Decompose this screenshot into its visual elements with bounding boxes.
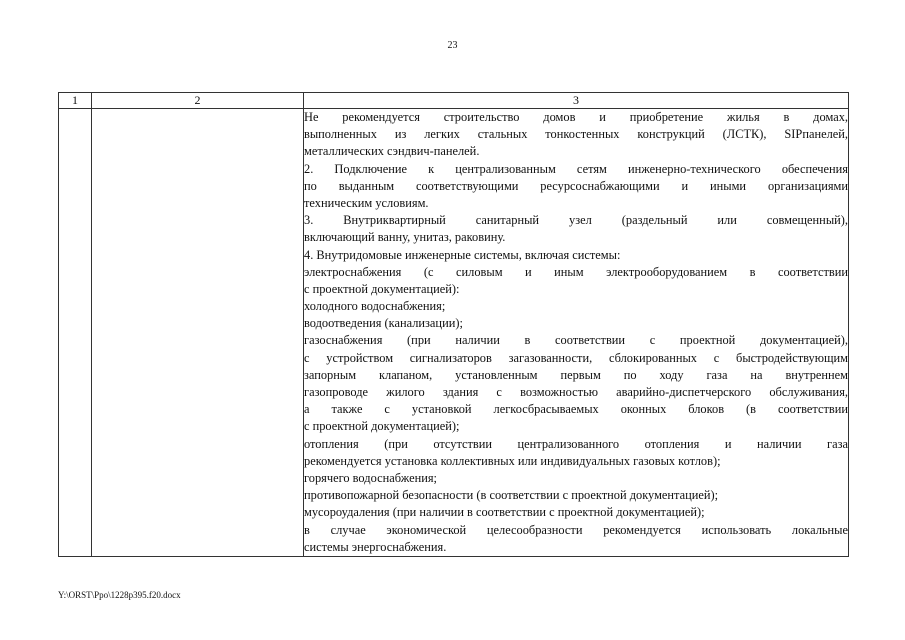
column-1-cell — [59, 109, 92, 557]
text-line: мусороудаления (при наличии в соответствии с проектной документацией); — [304, 505, 705, 520]
text-line: 2. Подключение к централизованным сетям инженерно-технического обеспечения — [304, 161, 848, 176]
text-line: металлических сэндвич-панелей. — [304, 144, 480, 159]
table-row — [59, 109, 849, 557]
text-line: запорным клапаном, установленным первым по ходу газа на внутреннем — [304, 367, 848, 382]
text-line: 3. Внутриквартирный санитарный узел (раздельный или совмещенный), — [304, 213, 848, 228]
text-line: техническим условиям. — [304, 195, 429, 210]
table-header-row — [59, 93, 849, 109]
text-line: водоотведения (канализации); — [304, 316, 463, 331]
text-line: с проектной документацией): — [304, 281, 460, 296]
requirements-table — [58, 92, 849, 557]
text-line: в случае экономической целесообразности рекомендуется использовать локальные — [304, 522, 848, 537]
page-number: 23 — [447, 40, 458, 51]
requirements-text-cell — [304, 109, 849, 557]
text-line: с проектной документацией); — [304, 419, 460, 434]
text-line: 4. Внутридомовые инженерные системы, включая системы: — [304, 247, 621, 262]
text-line: газоснабжения (при наличии в соответствии с проектной документацией), — [304, 333, 848, 348]
column-header-2: 2 — [92, 93, 304, 109]
text-line: рекомендуется установка коллективных или индивидуальных газовых котлов); — [304, 453, 721, 468]
text-line: противопожарной безопасности (в соответствии с проектной документацией); — [304, 488, 719, 503]
text-line: Не рекомендуется строительство домов и приобретение жилья в домах, — [304, 110, 848, 124]
text-line: холодного водоснабжения; — [304, 299, 446, 314]
text-line: с устройством сигнализаторов загазованности, сблокированных с быстродействующим — [304, 350, 848, 365]
text-line: горячего водоснабжения; — [304, 470, 437, 485]
column-2-cell — [92, 109, 304, 557]
text-line: отопления (при отсутствии централизованного отопления и наличии газа — [304, 436, 848, 451]
text-line: а также с установкой легкосбрасываемых оконных блоков (в соответствии — [304, 402, 848, 417]
text-line: по выданным соответствующими ресурсоснабжающими и иными организациями — [304, 178, 848, 193]
file-path-footer: Y:\ORST\Ppo\1228p395.f20.docx — [58, 590, 181, 600]
text-line: электроснабжения (с силовым и иным электрооборудованием в соответствии — [304, 264, 848, 279]
text-line: включающий ванну, унитаз, раковину. — [304, 230, 506, 245]
text-line: газопроводе жилого здания с возможностью аварийно-диспетчерского обслуживания, — [304, 385, 848, 399]
text-line: системы энергоснабжения. — [304, 539, 447, 554]
column-header-3: 3 — [304, 93, 849, 109]
column-header-1: 1 — [59, 93, 92, 109]
text-line: выполненных из легких стальных тонкостенных конструкций (ЛСТК), SIPпанелей, — [304, 127, 848, 142]
